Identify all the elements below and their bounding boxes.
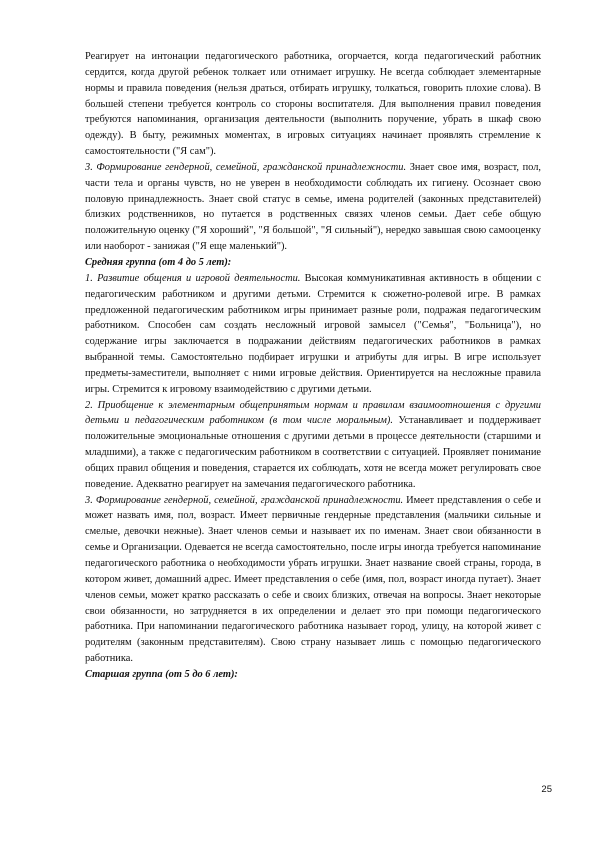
section-heading: 2. Приобщение к элементарным общепринятым нормам и правилам взаимоотношения с другими детьми и педагогическим работником (в том числе моральным). xyxy=(85,399,541,427)
section-heading: 3. Формирование гендерной, семейной, гражданской принадлежности. xyxy=(85,494,404,506)
paragraph-text: Высокая коммуникативная активность в общении с педагогическим работником и другими детьми. Стремится к сюжетно-ролевой игре. В рамках предложенной педагогическим работником игры принимает разные роли, подражая педагогическим работником. Способен сам создать несложный игровой замысел ("Семья", "Больница"), но содержание игры заключается в подражании действиям педагогических работников в рамках выбранной темы. Самостоятельно подбирает игрушки и атрибуты для игры. В игре использует предметы-заместители, выполняет с ними игровые действия. Ориентируется на несложные правила игры. Стремится к игровому взаимодействию с другими детьми. xyxy=(85,272,542,395)
paragraph-text: Реагирует на интонации педагогического работника, огорчается, когда педагогический работник сердится, когда другой ребенок толкает или отнимает игрушку. Не всегда соблюдает элементарные нормы и правила поведения (нельзя драться, отбирать игрушку, толкаться, говорить плохие слова). В большей степени требуется контроль со стороны воспитателя. Для выполнения правил поведения требуются напоминания, организация деятельности (выполнить поручение, убрать в шкаф свою одежду). В быту, режимных моментах, в игровых ситуациях начинает проявлять стремление к самостоятельности ("Я сам"). xyxy=(85,51,541,158)
group-heading-senior: Старшая группа (от 5 до 6 лет): xyxy=(85,668,238,680)
paragraph-text: Устанавливает и поддерживает положительные эмоциональные отношения с другими детьми в процессе деятельности (старшими и младшими), а также с педагогическим работником в соответствии с ситуацией. Проявляет понимание общих правил общения и поведения, старается их соблюдать, хотя не всегда может регулировать свое поведение. Адекватно реагирует на замечания педагогического работника. xyxy=(85,415,542,490)
paragraph-text: Имеет представления о себе и может назвать имя, пол, возраст. Имеет первичные гендерные представления (мальчики сильные и смелые, девочки нежные). Знает членов семьи и называет их по именам. Знает свои обязанности в семье и Организации. Одевается не всегда самостоятельно, после игры иногда требуется напоминание педагогического работника о необходимости убрать игрушки. Знает название своей страны, города, в котором живет, домашний адрес. Имеет представления о себе (имя, пол, возраст иногда путает). Знает членов семьи, может кратко рассказать о себе и своих близких, отвечая на вопросы. Знает некоторые свои обязанности, но затрудняется в их определении и делает это при помощи педагогического работника. При напоминании педагогического работника называет город, улицу, на которой живет с родителям (законным представителям). Свою страну называет лишь с помощью педагогического работника. xyxy=(85,494,541,665)
paragraph-text: Знает свое имя, возраст, пол, части тела и органы чувств, но не уверен в необходимости соблюдать их гигиену. Осознает свою половую принадлежность. Знает свой статус в семье, имена родителей (законных представителей) близких родственников, но путается в родственных связях членов семьи. Дает себе общую положительную оценку ("Я хороший", "Я большой", "Я сильный"), нередко завышая свою самооценку или наоборот - занижая ("Я еще маленький"). xyxy=(85,161,541,253)
group-heading-middle: Средняя группа (от 4 до 5 лет): xyxy=(85,256,232,268)
page-number: 25 xyxy=(541,784,552,795)
body-text xyxy=(85,49,541,683)
section-heading: 1. Развитие общения и игровой деятельности. xyxy=(85,272,301,284)
section-heading: 3. Формирование гендерной, семейной, гражданской принадлежности. xyxy=(85,161,407,173)
paragraph-gender-middle xyxy=(85,493,541,667)
paragraph-communication xyxy=(85,271,541,398)
paragraph-behavior xyxy=(85,49,541,160)
paragraph-norms xyxy=(85,398,541,493)
paragraph-gender-junior xyxy=(85,160,541,255)
